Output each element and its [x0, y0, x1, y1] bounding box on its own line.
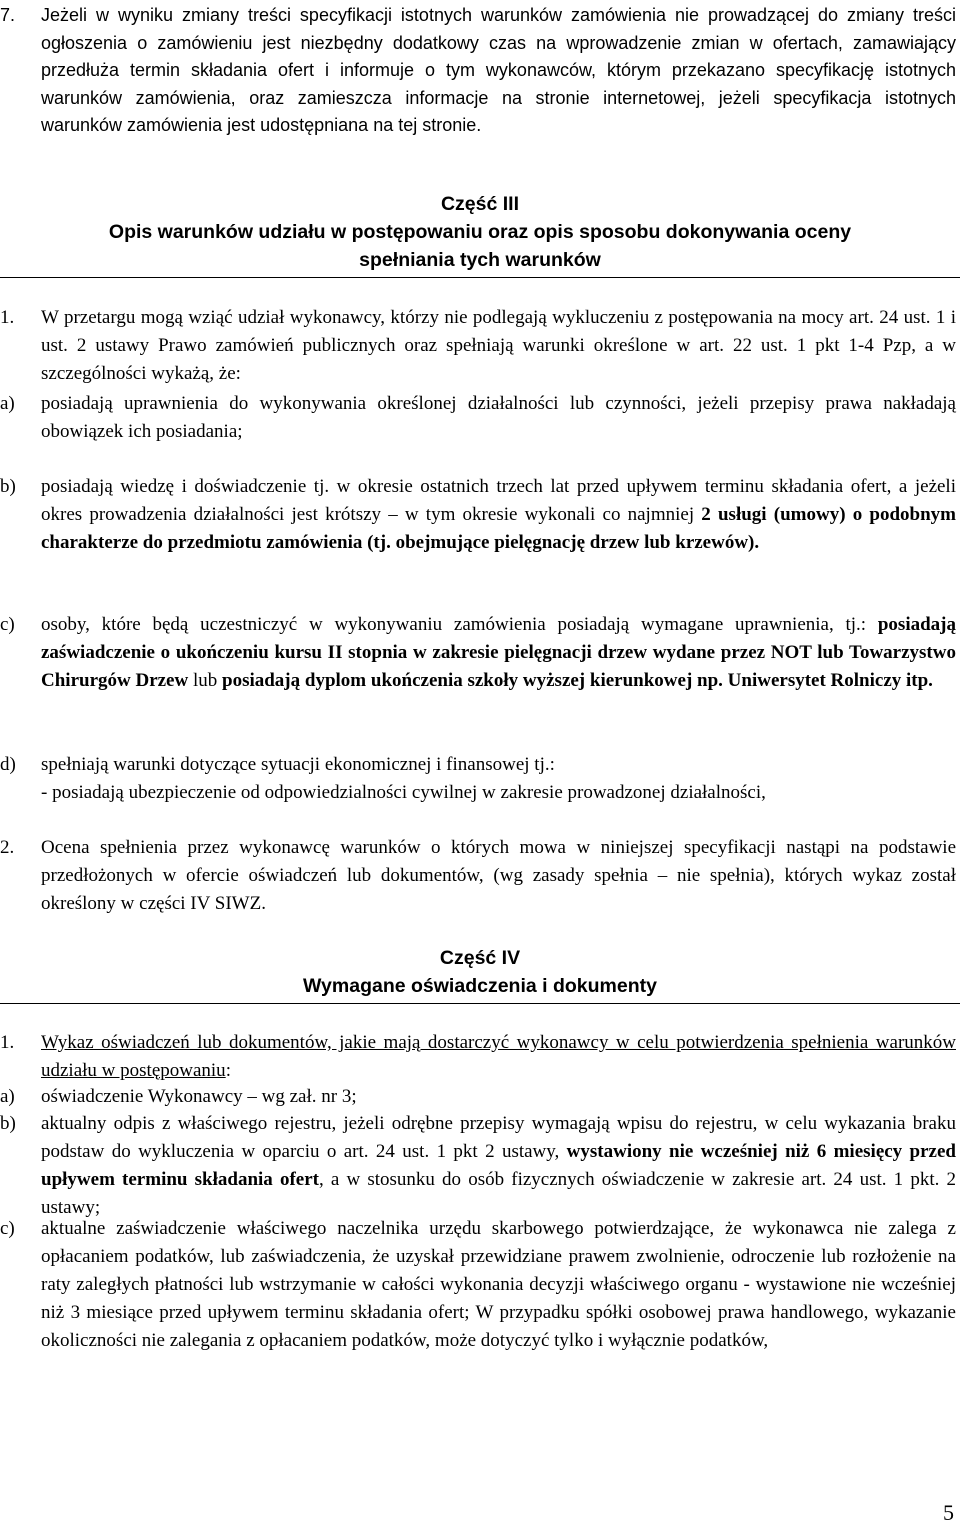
item-label: c): [0, 614, 15, 635]
part-3-item-a: [0, 390, 956, 446]
item-text: [41, 1110, 956, 1222]
heading-rule: [0, 277, 960, 278]
item-label: c): [0, 1218, 15, 1239]
item-label: b): [0, 1113, 16, 1134]
item-number: 1.: [0, 307, 15, 328]
item-text: oświadczenie Wykonawcy – wg zał. nr 3;: [41, 1086, 357, 1107]
item-text: W przetargu mogą wziąć udział wykonawcy, którzy nie podlegają wykluczeniu z postępowania na mocy art. 24 ust. 1 i ust. 2 ustawy Prawo zamówień publicznych oraz spełniają warunki określone w art. 22 ust. 1 pkt 1-4 Pzp, a w szczególności wykażą, że:: [41, 307, 956, 384]
item-text: [41, 473, 956, 557]
part-4-item-1: [0, 1029, 956, 1085]
item-text-regular: lub: [188, 670, 222, 691]
item-text-bold: posiadają dyplom ukończenia szkoły wyższej kierunkowej np. Uniwersytet Rolniczy itp.: [222, 670, 933, 691]
item-text-bold: posiadają zaświadczenie o ukończeniu kursu II stopnia w zakresie pielęgnacji drzew wydane przez NOT lub Towarzystwo Chirurgów Drzew: [41, 614, 956, 691]
item-text-regular: aktualny odpis z właściwego rejestru, jeżeli odrębne przepisy wymagają wpisu do rejestru, w celu wykazania braku podstaw do wykluczenia w oparciu o art. 24 ust. 1 pkt 2 ustawy,: [41, 1113, 956, 1162]
part-3-title: Część III: [440, 193, 520, 215]
item-text-regular: osoby, które będą uczestniczyć w wykonywaniu zamówienia posiadają wymagane uprawnienia, tj.:: [41, 614, 878, 635]
part-4-item-a: [0, 1083, 956, 1111]
paragraph-number: 7.: [0, 5, 16, 25]
paragraph-7: [0, 2, 956, 140]
part-3-item-1: [0, 304, 956, 388]
item-text: posiadają uprawnienia do wykonywania określonej działalności lub czynności, jeżeli przepisy prawa nakładają obowiązek ich posiadania;: [41, 393, 956, 442]
item-text-regular: :: [225, 1060, 231, 1081]
part-4-subtitle: Wymagane oświadczenia i dokumenty: [303, 975, 657, 997]
part-3-item-d: [0, 751, 956, 779]
item-label: b): [0, 476, 16, 497]
page-number: 5: [943, 1500, 954, 1525]
heading-rule: [0, 1003, 960, 1004]
part-3-item-b: [0, 473, 956, 557]
item-text-regular: posiadają wiedzę i doświadczenie tj. w okresie ostatnich trzech lat przed upływem terminu składania ofert, a jeżeli okres prowadzenia działalności jest krótszy – w tym okresie wykonali co najmniej: [41, 476, 956, 525]
part-3-item-c: [0, 611, 956, 695]
item-number: 1.: [0, 1032, 15, 1053]
item-number: 2.: [0, 837, 15, 858]
part-4-item-b: [0, 1110, 956, 1222]
part-3-subtitle-line2: spełniania tych warunków: [359, 249, 601, 271]
item-text-bold: 2 usługi (umowy) o podobnym charakterze do przedmiotu zamówienia (tj. obejmujące pielęgnację drzew lub krzewów).: [41, 504, 956, 553]
item-label: a): [0, 393, 15, 414]
part-3-item-2: [0, 834, 956, 918]
item-label: d): [0, 754, 16, 775]
item-label: a): [0, 1086, 15, 1107]
part-3-subtitle-line1: Opis warunków udziału w postępowaniu oraz opis sposobu dokonywania oceny: [108, 221, 852, 243]
item-text-regular: , a w stosunku do osób fizycznych oświadczenie w zakresie art. 24 ust. 1 pkt. 2 ustawy;: [41, 1169, 956, 1218]
part-4-title: Część IV: [439, 947, 521, 969]
paragraph-text: Jeżeli w wyniku zmiany treści specyfikacji istotnych warunków zamówienia nie prowadzącej do zmiany treści ogłoszenia o zamówieniu jest niezbędny dodatkowy czas na wprowadzenie zmian w ofertach, zamawiający przedłuża termin składania ofert i informuje o tym wykonawców, którym przekazano specyfikację istotnych warunków zamówienia, oraz zamieszcza informacje na stronie internetowej, jeżeli specyfikacja istotnych warunków zamówienia jest udostępniana na tej stronie.: [41, 5, 956, 135]
item-text: [41, 611, 956, 695]
part-3-item-d-dash: - posiadają ubezpieczenie od odpowiedzialności cywilnej w zakresie prowadzonej działalności,: [41, 782, 766, 803]
item-text: [41, 1029, 956, 1085]
item-text-bold: wystawiony nie wcześniej niż 6 miesięcy przed upływem terminu składania ofert: [41, 1141, 956, 1190]
item-text: spełniają warunki dotyczące sytuacji ekonomicznej i finansowej tj.:: [41, 754, 555, 775]
item-text: aktualne zaświadczenie właściwego naczelnika urzędu skarbowego potwierdzające, że wykonawca nie zalega z opłacaniem podatków, lub zaświadczenia, że uzyskał przewidziane prawem zwolnienie, odroczenie lub rozłożenie na raty zaległych płatności lub wstrzymanie w całości wykonania decyzji właściwego organu - wystawione nie wcześniej niż 3 miesiące przed upływem terminu składania ofert; W przypadku spółki osobowej prawa handlowego, wykazanie okoliczności nie zalegania z opłacaniem podatków, może dotyczyć tylko i wyłącznie podatków,: [41, 1218, 956, 1351]
part-4-item-c: [0, 1215, 956, 1355]
item-text: Ocena spełnienia przez wykonawcę warunków o których mowa w niniejszej specyfikacji nastąpi na podstawie przedłożonych w ofercie oświadczeń lub dokumentów, (wg zasady spełnia – nie spełnia), których wykaz został określony w części IV SIWZ.: [41, 837, 956, 914]
item-text-underlined: Wykaz oświadczeń lub dokumentów, jakie mają dostarczyć wykonawcy w celu potwierdzenia spełnienia warunków udziału w postępowaniu: [41, 1032, 956, 1081]
